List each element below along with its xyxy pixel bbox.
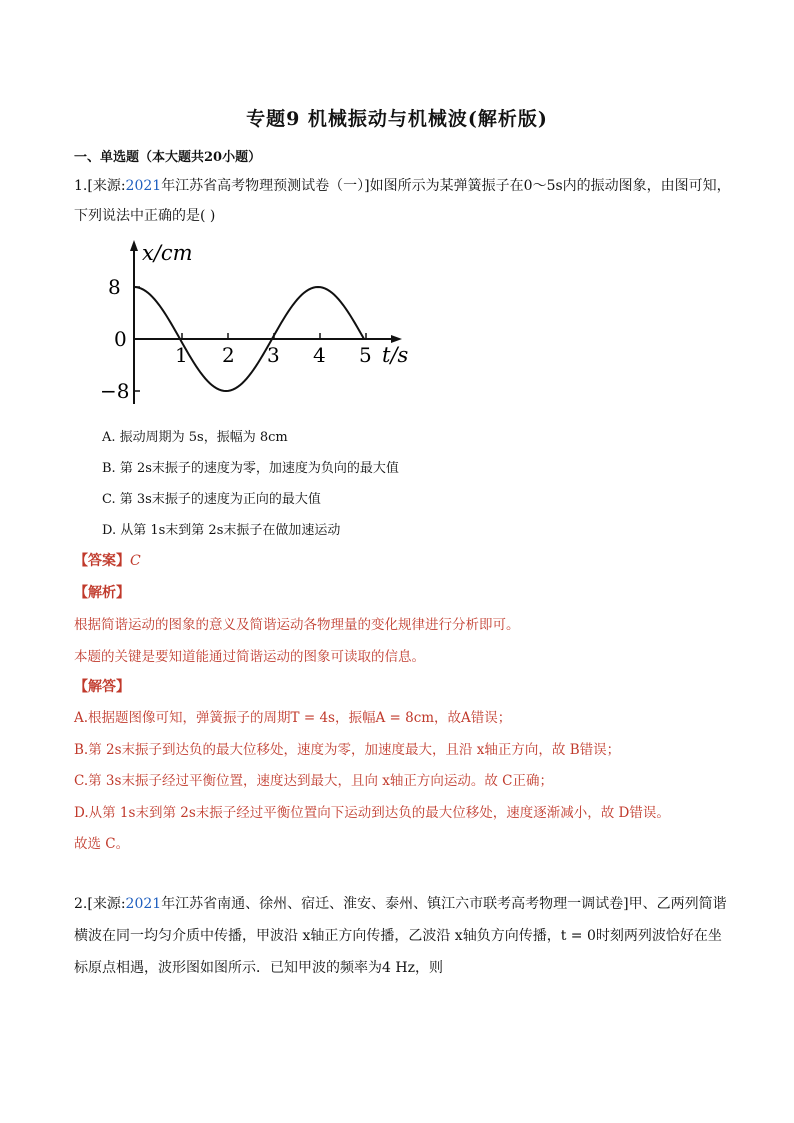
- solution-line-4: D.从第 1s末到第 2s末振子经过平衡位置向下运动到达负的最大位移处，速度逐渐减小，故 D错误。: [74, 805, 670, 821]
- q1-source-open: [来源:: [87, 178, 126, 194]
- y-axis-label: x/cm: [142, 241, 193, 265]
- q2-source-open: [来源:: [87, 896, 126, 912]
- y-tick-8: 8: [108, 275, 121, 299]
- option-d: D. 从第 1s末到第 2s末振子在做加速运动: [102, 523, 341, 538]
- x-axis-arrow: [391, 335, 402, 343]
- x-tick-1: 1: [175, 343, 188, 367]
- y-axis-arrow: [130, 240, 138, 251]
- answer-line: [74, 550, 141, 570]
- origin-label: 0: [114, 327, 127, 351]
- solution-line-5: 故选 C。: [74, 836, 130, 852]
- option-a: A. 振动周期为 5s，振幅为 8cm: [102, 430, 288, 445]
- x-tick-5: 5: [359, 343, 372, 367]
- q2-stem-line3: 标原点相遇，波形图如图所示．已知甲波的频率为4 Hz，则: [74, 960, 443, 976]
- q1-source-year: 2021: [125, 178, 162, 194]
- y-tick-neg8: −8: [100, 379, 130, 403]
- q2-stem-line1: [74, 894, 727, 914]
- q1-stem-line2: 下列说法中正确的是( ): [74, 208, 216, 224]
- option-b: B. 第 2s末振子的速度为零，加速度为负向的最大值: [102, 461, 399, 476]
- q1-number: 1.: [74, 178, 88, 194]
- q1-vibration-graph: [100, 236, 420, 408]
- q2-source-rest: 年江苏省南通、徐州、宿迁、淮安、泰州、镇江六市联考高考物理一调试卷]: [161, 896, 629, 912]
- analysis-line-2: 本题的关键是要知道能通过简谐运动的图象可读取的信息。: [74, 649, 425, 665]
- page-title: 专题9 机械振动与机械波(解析版): [246, 108, 548, 130]
- q2-stem-text: 甲、乙两列简谐: [628, 896, 727, 912]
- x-tick-4: 4: [313, 343, 326, 367]
- x-tick-3: 3: [267, 343, 280, 367]
- solution-line-2: B.第 2s末振子到达负的最大位移处，速度为零，加速度最大，且沿 x轴正方向，故 B错误；: [74, 742, 621, 758]
- x-axis-label: t/s: [382, 343, 409, 367]
- option-c: C. 第 3s末振子的速度为正向的最大值: [102, 492, 321, 507]
- q1-stem-line1: [74, 176, 731, 196]
- x-tick-2: 2: [222, 343, 235, 367]
- solution-line-1: A.根据题图像可知，弹簧振子的周期T = 4s，振幅A = 8cm，故A错误；: [74, 710, 512, 726]
- solution-line-3: C.第 3s末振子经过平衡位置，速度达到最大，且向 x轴正方向运动。故 C正确；: [74, 773, 553, 789]
- q2-stem-line2: 横波在同一均匀介质中传播，甲波沿 x轴正方向传播，乙波沿 x轴负方向传播，t = 0时刻两列波恰好在坐: [74, 928, 722, 944]
- solution-label: 【解答】: [74, 679, 130, 695]
- q2-source-year: 2021: [125, 896, 162, 912]
- answer-value: C: [130, 553, 141, 569]
- answer-label: 【答案】: [74, 553, 130, 569]
- q1-stem-text: 如图所示为某弹簧振子在0～5s内的振动图象，由图可知，: [369, 178, 731, 194]
- q1-source-rest: 年江苏省高考物理预测试卷（一）]: [161, 178, 370, 194]
- analysis-label: 【解析】: [74, 585, 130, 601]
- q2-number: 2.: [74, 896, 88, 912]
- analysis-line-1: 根据简谐运动的图象的意义及简谐运动各物理量的变化规律进行分析即可。: [74, 617, 520, 633]
- section-heading: 一、单选题（本大题共20小题）: [74, 150, 262, 165]
